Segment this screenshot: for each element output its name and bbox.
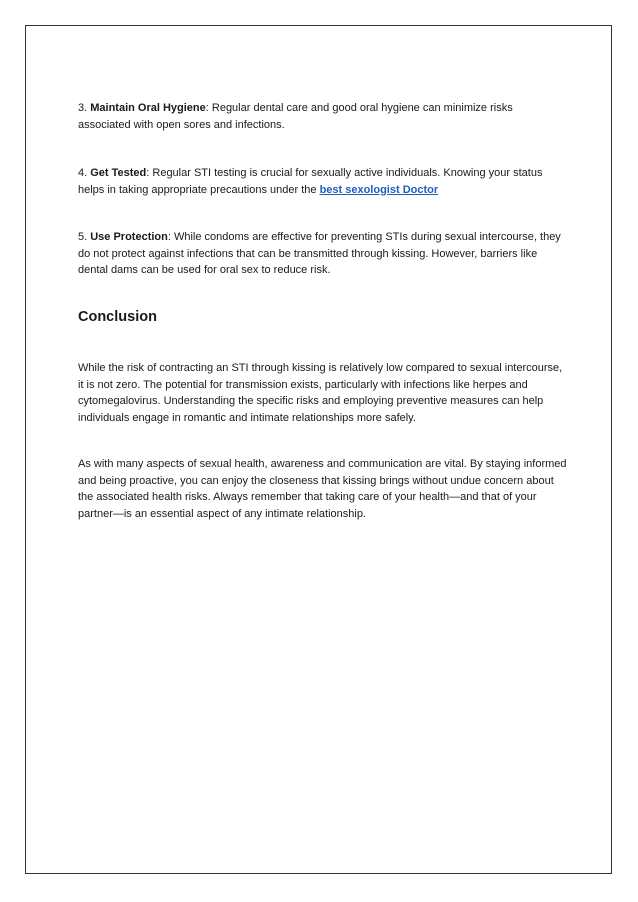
- list-item-use-protection: [78, 229, 568, 279]
- page-border: [25, 25, 612, 874]
- conclusion-paragraph: While the risk of contracting an STI through kissing is relatively low compared to sexual intercourse, it is not zero. The potential for transmission exists, particularly with infections like herpes and cytomegalovirus. Understanding the specific risks and employing preventive measures can help individuals engage in romantic and intimate relationships more safely.: [78, 362, 563, 424]
- item-number: 5.: [78, 231, 91, 243]
- item-title: Use Protection: [90, 231, 168, 243]
- item-number: 4.: [78, 167, 91, 179]
- list-item-oral-hygiene: [78, 100, 568, 133]
- item-number: 3.: [78, 102, 91, 114]
- conclusion-heading: Conclusion: [78, 309, 157, 325]
- sexologist-doctor-link[interactable]: best sexologist Doctor: [319, 183, 439, 196]
- item-text: : While condoms are effective for preventing STIs during sexual intercourse, they do not protect against infections that can be transmitted through kissing. However, barriers like dental dams can be used for oral sex to reduce risk.: [78, 231, 561, 276]
- list-item-get-tested: [78, 165, 568, 198]
- item-title: Get Tested: [90, 167, 147, 179]
- item-text: : Regular STI testing is crucial for sexually active individuals. Knowing your status helps in taking appropriate precautions under the: [78, 167, 543, 196]
- item-text: : Regular dental care and good oral hygiene can minimize risks associated with open sores and infections.: [78, 102, 513, 131]
- item-title: Maintain Oral Hygiene: [90, 102, 206, 114]
- conclusion-paragraph: As with many aspects of sexual health, awareness and communication are vital. By staying informed and being proactive, you can enjoy the closeness that kissing brings without undue concern about the associated health risks. Always remember that taking care of your health—and that of your partner—is an essential aspect of any intimate relationship.: [78, 458, 567, 520]
